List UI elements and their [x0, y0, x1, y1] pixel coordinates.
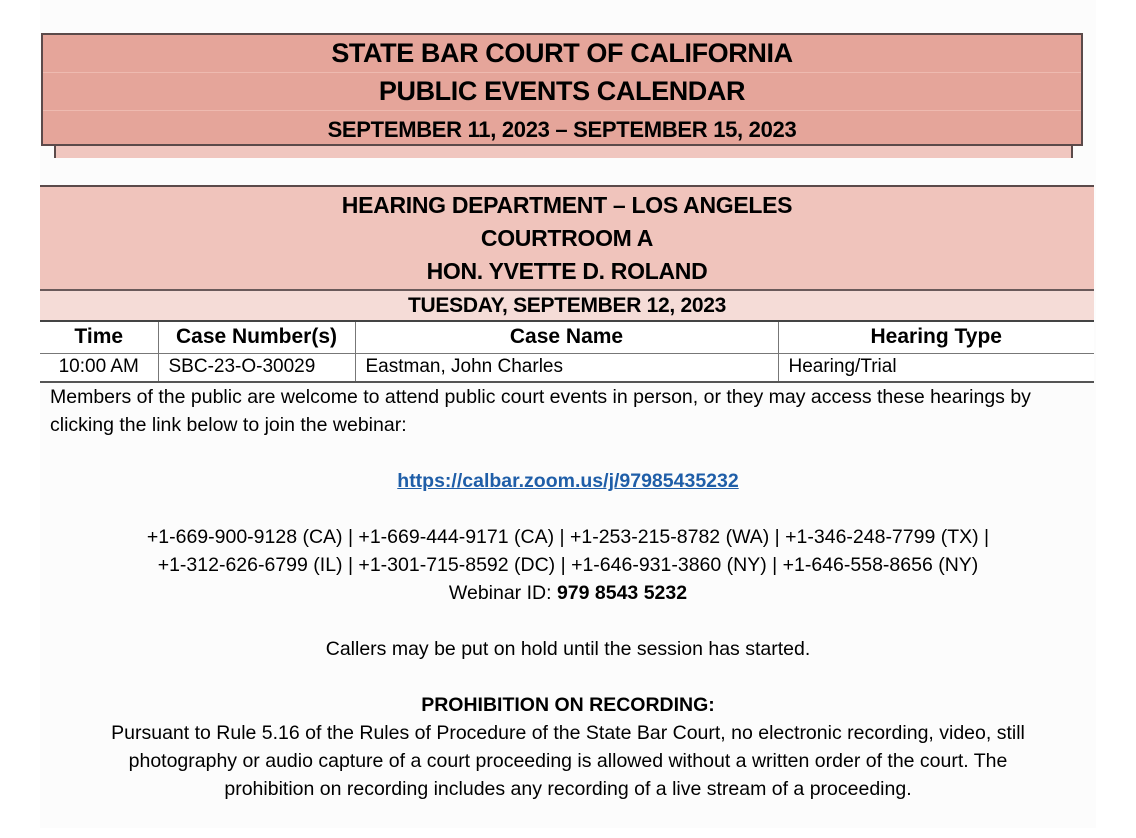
public-access-notice: Members of the public are welcome to attend public court events in person, or they may access these hearings by clicking the link below to join the webinar: — [50, 386, 1031, 436]
department-header — [40, 185, 1094, 289]
judge-name: HON. YVETTE D. ROLAND — [426, 258, 708, 284]
prohibition-title: PROHIBITION ON RECORDING: — [421, 694, 715, 716]
prohibition-line-3: prohibition on recording includes any recording of a live stream of a proceeding. — [224, 778, 912, 800]
department-name: HEARING DEPARTMENT – LOS ANGELES — [341, 192, 793, 218]
cell-case-name: Eastman, John Charles — [355, 353, 778, 382]
column-header-time: Time — [40, 321, 158, 353]
table-header-row — [40, 321, 1094, 353]
courtroom: COURTROOM A — [480, 225, 654, 251]
prohibition-line-2: photography or audio capture of a court proceeding is allowed without a written order of the court. The — [128, 750, 1008, 772]
calendar-title: PUBLIC EVENTS CALENDAR — [43, 73, 1081, 111]
hearing-date: TUESDAY, SEPTEMBER 12, 2023 — [40, 289, 1094, 320]
banner-underlay — [54, 146, 1073, 158]
hold-note: Callers may be put on hold until the session has started. — [325, 638, 811, 660]
cell-time: 10:00 AM — [40, 353, 158, 382]
column-header-case-number: Case Number(s) — [158, 321, 355, 353]
court-title: STATE BAR COURT OF CALIFORNIA — [43, 35, 1081, 73]
column-header-case-name: Case Name — [355, 321, 778, 353]
webinar-id: 979 8543 5232 — [556, 582, 688, 604]
webinar-link[interactable]: https://calbar.zoom.us/j/97985435232 — [397, 470, 739, 492]
phone-numbers-line-2: +1-312-626-6799 (IL) | +1-301-715-8592 (DC) | +1-646-931-3860 (NY) | +1-646-558-8656 (NY) — [157, 554, 979, 576]
webinar-id-line — [40, 579, 1096, 607]
cell-hearing-type: Hearing/Trial — [778, 353, 1094, 382]
prohibition-line-1: Pursuant to Rule 5.16 of the Rules of Procedure of the State Bar Court, no electronic recording, video, still — [111, 722, 1025, 744]
schedule-table — [40, 320, 1094, 383]
date-range: SEPTEMBER 11, 2023 – SEPTEMBER 15, 2023 — [327, 116, 797, 142]
column-header-hearing-type: Hearing Type — [778, 321, 1094, 353]
webinar-id-label: Webinar ID: — [448, 582, 557, 604]
cell-case-number: SBC-23-O-30029 — [158, 353, 355, 382]
webinar-link-container — [40, 467, 1096, 495]
page-bottom-edge — [40, 828, 1096, 838]
table-row — [40, 353, 1094, 382]
calendar-banner — [41, 33, 1083, 146]
phone-numbers-line-1: +1-669-900-9128 (CA) | +1-669-444-9171 (CA) | +1-253-215-8782 (WA) | +1-346-248-7799 (TX) | — [146, 526, 990, 548]
